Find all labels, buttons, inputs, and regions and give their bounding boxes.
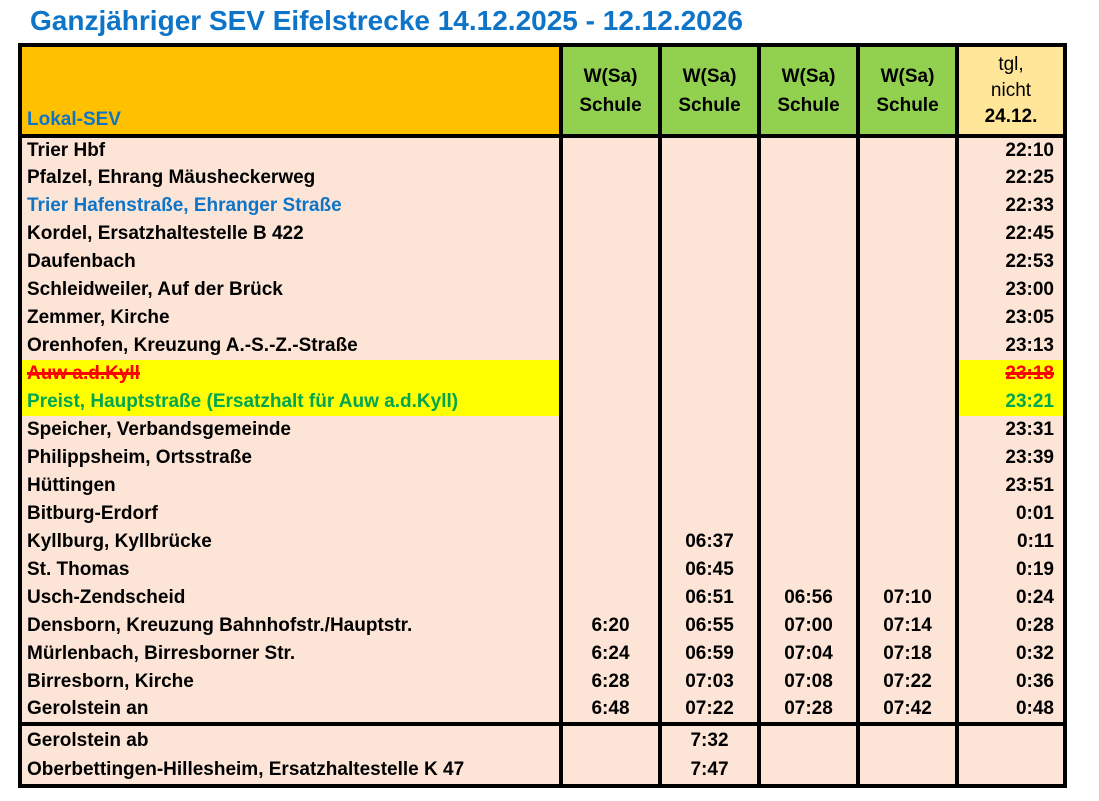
time-cell: 07:42: [858, 696, 957, 724]
table-row: [20, 192, 1065, 220]
time-cell: 23:31: [957, 416, 1065, 444]
time-cell: 07:03: [660, 668, 759, 696]
table-row: [20, 556, 1065, 584]
time-cell: [660, 388, 759, 416]
time-cell: 07:22: [858, 668, 957, 696]
time-cell: 23:18: [957, 360, 1065, 388]
column-header-line: Schule: [777, 94, 840, 116]
time-cell: [858, 556, 957, 584]
time-cell: [660, 220, 759, 248]
station-cell: Oberbettingen-Hillesheim, Ersatzhaltestelle K 47: [20, 755, 561, 786]
time-cell: [858, 304, 957, 332]
station-cell: Mürlenbach, Birresborner Str.: [20, 640, 561, 668]
table-row: [20, 724, 1065, 755]
table-row: [20, 248, 1065, 276]
time-cell: [660, 500, 759, 528]
time-cell: 23:00: [957, 276, 1065, 304]
time-cell: 06:56: [759, 584, 858, 612]
time-cell: [561, 192, 660, 220]
time-cell: [561, 360, 660, 388]
table-row: [20, 136, 1065, 164]
column-header-line: 24.12.: [984, 105, 1038, 127]
station-cell: Trier Hafenstraße, Ehranger Straße: [20, 192, 561, 220]
station-cell: Philippsheim, Ortsstraße: [20, 444, 561, 472]
sev-timetable: [18, 43, 1067, 788]
column-header-line: W(Sa): [880, 65, 935, 87]
time-cell: [957, 724, 1065, 755]
time-cell: [660, 360, 759, 388]
time-cell: 22:25: [957, 164, 1065, 192]
column-header-daily: [957, 45, 1065, 136]
table-row: [20, 444, 1065, 472]
table-row: [20, 164, 1065, 192]
time-cell: [858, 136, 957, 164]
table-row: [20, 332, 1065, 360]
time-cell: 23:05: [957, 304, 1065, 332]
time-cell: 07:22: [660, 696, 759, 724]
time-cell: [858, 528, 957, 556]
time-cell: 06:55: [660, 612, 759, 640]
time-cell: 06:51: [660, 584, 759, 612]
time-cell: [759, 136, 858, 164]
column-header-line: tgl,: [998, 53, 1024, 75]
time-cell: [759, 164, 858, 192]
time-cell: 06:37: [660, 528, 759, 556]
time-cell: 06:45: [660, 556, 759, 584]
station-cell: Schleidweiler, Auf der Brück: [20, 276, 561, 304]
time-cell: [561, 755, 660, 786]
station-cell: Birresborn, Kirche: [20, 668, 561, 696]
column-header-school: [858, 45, 957, 136]
time-cell: [759, 724, 858, 755]
time-cell: [759, 304, 858, 332]
table-row: [20, 612, 1065, 640]
time-cell: [660, 304, 759, 332]
time-cell: [660, 276, 759, 304]
time-cell: [858, 472, 957, 500]
table-row: [20, 276, 1065, 304]
station-cell: Kyllburg, Kyllbrücke: [20, 528, 561, 556]
time-cell: [759, 360, 858, 388]
time-cell: 22:45: [957, 220, 1065, 248]
time-cell: [759, 220, 858, 248]
column-header-line: Schule: [876, 94, 939, 116]
time-cell: [561, 444, 660, 472]
table-row: [20, 755, 1065, 786]
time-cell: 0:32: [957, 640, 1065, 668]
time-cell: 07:14: [858, 612, 957, 640]
time-cell: 0:24: [957, 584, 1065, 612]
station-cell: Kordel, Ersatzhaltestelle B 422: [20, 220, 561, 248]
time-cell: [858, 416, 957, 444]
time-cell: [660, 136, 759, 164]
time-cell: 07:10: [858, 584, 957, 612]
time-cell: 07:00: [759, 612, 858, 640]
time-cell: [660, 444, 759, 472]
time-cell: [858, 332, 957, 360]
column-header-line: nicht: [990, 79, 1032, 101]
time-cell: [759, 276, 858, 304]
column-header-line: Schule: [579, 94, 642, 116]
time-cell: [561, 500, 660, 528]
time-cell: [561, 248, 660, 276]
time-cell: [759, 416, 858, 444]
time-cell: [759, 444, 858, 472]
time-cell: [858, 755, 957, 786]
station-cell: Usch-Zendscheid: [20, 584, 561, 612]
station-cell: Densborn, Kreuzung Bahnhofstr./Hauptstr.: [20, 612, 561, 640]
time-cell: 0:28: [957, 612, 1065, 640]
time-cell: 0:36: [957, 668, 1065, 696]
station-cell: Zemmer, Kirche: [20, 304, 561, 332]
column-header-school: [660, 45, 759, 136]
station-cell: St. Thomas: [20, 556, 561, 584]
column-header-school: [561, 45, 660, 136]
time-cell: [561, 472, 660, 500]
time-cell: [759, 755, 858, 786]
time-cell: 0:11: [957, 528, 1065, 556]
time-cell: [858, 248, 957, 276]
time-cell: 0:48: [957, 696, 1065, 724]
time-cell: [561, 556, 660, 584]
time-cell: [858, 276, 957, 304]
time-cell: [561, 584, 660, 612]
station-cell: Auw a.d.Kyll: [20, 360, 561, 388]
time-cell: 07:28: [759, 696, 858, 724]
table-row: [20, 696, 1065, 724]
time-cell: [759, 332, 858, 360]
station-cell: Trier Hbf: [20, 136, 561, 164]
time-cell: [858, 164, 957, 192]
table-row: [20, 640, 1065, 668]
table-row: [20, 388, 1065, 416]
time-cell: [660, 248, 759, 276]
table-row: [20, 304, 1065, 332]
time-cell: [957, 755, 1065, 786]
time-cell: 23:13: [957, 332, 1065, 360]
time-cell: [858, 500, 957, 528]
time-cell: [660, 192, 759, 220]
time-cell: 7:32: [660, 724, 759, 755]
time-cell: 22:33: [957, 192, 1065, 220]
time-cell: 22:53: [957, 248, 1065, 276]
time-cell: [858, 192, 957, 220]
table-row: [20, 584, 1065, 612]
time-cell: 23:51: [957, 472, 1065, 500]
corner-cell-lokal-sev: Lokal-SEV: [20, 45, 561, 136]
time-cell: [660, 332, 759, 360]
table-row: [20, 416, 1065, 444]
station-cell: Gerolstein ab: [20, 724, 561, 755]
time-cell: [858, 220, 957, 248]
time-cell: 6:48: [561, 696, 660, 724]
station-cell: Orenhofen, Kreuzung A.-S.-Z.-Straße: [20, 332, 561, 360]
time-cell: 07:18: [858, 640, 957, 668]
time-cell: 6:24: [561, 640, 660, 668]
table-row: [20, 472, 1065, 500]
station-cell: Preist, Hauptstraße (Ersatzhalt für Auw a.d.Kyll): [20, 388, 561, 416]
column-header-line: W(Sa): [682, 65, 737, 87]
time-cell: [561, 220, 660, 248]
time-cell: [561, 136, 660, 164]
station-cell: Hüttingen: [20, 472, 561, 500]
station-cell: Gerolstein an: [20, 696, 561, 724]
station-cell: Pfalzel, Ehrang Mäusheckerweg: [20, 164, 561, 192]
time-cell: 07:04: [759, 640, 858, 668]
time-cell: [759, 192, 858, 220]
time-cell: 23:39: [957, 444, 1065, 472]
page-title: Ganzjähriger SEV Eifelstrecke 14.12.2025 - 12.12.2026: [30, 5, 743, 36]
column-header-line: W(Sa): [583, 65, 638, 87]
time-cell: 22:10: [957, 136, 1065, 164]
time-cell: 0:01: [957, 500, 1065, 528]
table-row: [20, 220, 1065, 248]
time-cell: 07:08: [759, 668, 858, 696]
time-cell: 06:59: [660, 640, 759, 668]
time-cell: [561, 724, 660, 755]
column-header-school: [759, 45, 858, 136]
time-cell: 0:19: [957, 556, 1065, 584]
time-cell: [759, 500, 858, 528]
time-cell: [561, 276, 660, 304]
table-row: [20, 668, 1065, 696]
time-cell: [660, 472, 759, 500]
time-cell: [561, 388, 660, 416]
column-header-line: Schule: [678, 94, 741, 116]
station-cell: Speicher, Verbandsgemeinde: [20, 416, 561, 444]
station-cell: Bitburg-Erdorf: [20, 500, 561, 528]
time-cell: [759, 472, 858, 500]
column-header-line: W(Sa): [781, 65, 836, 87]
time-cell: 23:21: [957, 388, 1065, 416]
time-cell: [561, 416, 660, 444]
time-cell: [660, 164, 759, 192]
time-cell: [759, 556, 858, 584]
time-cell: 6:28: [561, 668, 660, 696]
time-cell: [759, 528, 858, 556]
header-row: [20, 45, 1065, 136]
time-cell: [561, 164, 660, 192]
time-cell: [858, 360, 957, 388]
table-row: [20, 360, 1065, 388]
time-cell: [759, 248, 858, 276]
time-cell: [858, 724, 957, 755]
station-cell: Daufenbach: [20, 248, 561, 276]
table-row: [20, 528, 1065, 556]
time-cell: [858, 444, 957, 472]
time-cell: [858, 388, 957, 416]
time-cell: [561, 304, 660, 332]
time-cell: [660, 416, 759, 444]
time-cell: [759, 388, 858, 416]
time-cell: [561, 528, 660, 556]
time-cell: 6:20: [561, 612, 660, 640]
time-cell: [561, 332, 660, 360]
time-cell: 7:47: [660, 755, 759, 786]
table-row: [20, 500, 1065, 528]
